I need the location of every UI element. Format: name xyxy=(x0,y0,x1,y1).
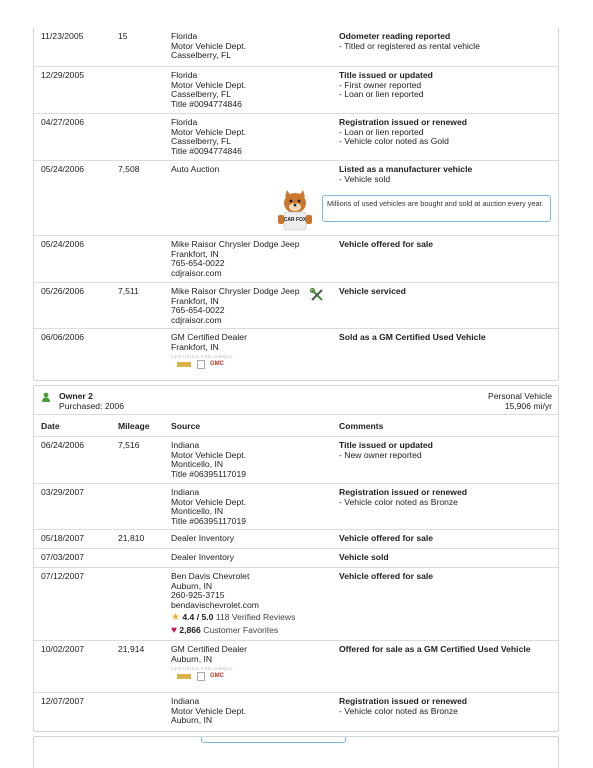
row-date: 05/24/2006 xyxy=(41,164,85,174)
row-comments xyxy=(339,240,557,250)
source-line: Auto Auction xyxy=(171,164,220,174)
service-tools-icon xyxy=(310,288,324,302)
comment-title: Vehicle sold xyxy=(339,552,389,562)
owner-header xyxy=(34,386,558,414)
comment-line: - Vehicle color noted as Bronze xyxy=(339,496,458,507)
source-line: Indiana xyxy=(171,440,200,450)
row-comments xyxy=(339,697,557,716)
source-line: Motor Vehicle Dept. xyxy=(171,705,246,716)
source-line: Casselberry, FL xyxy=(171,50,232,60)
comment-title: Offered for sale as a GM Certified Used Vehicle xyxy=(339,644,531,654)
buick-logo-icon xyxy=(197,360,205,369)
source-line: Florida xyxy=(171,117,198,127)
row-source xyxy=(171,441,321,479)
row-comments xyxy=(339,645,557,655)
source-line: Florida xyxy=(171,70,198,80)
gm-certified-logos xyxy=(171,354,241,372)
comment-line: - Vehicle sold xyxy=(339,173,391,184)
table-row xyxy=(34,66,558,113)
table-row xyxy=(34,529,558,548)
table-row xyxy=(34,436,558,483)
source-line: GM Certified Dealer xyxy=(171,644,247,654)
row-comments xyxy=(339,333,557,343)
dealer-favorites[interactable] xyxy=(171,626,321,636)
source-line: Dealer Inventory xyxy=(171,533,235,543)
table-row xyxy=(34,692,558,733)
row-mileage: 7,516 xyxy=(118,440,140,450)
comment-line: - Vehicle color noted as Gold xyxy=(339,136,449,146)
row-comments xyxy=(339,488,557,507)
row-comments xyxy=(339,71,557,100)
source-line: Indiana xyxy=(171,487,200,497)
comment-title: Title issued or updated xyxy=(339,440,433,450)
tooltip-edge xyxy=(201,737,346,743)
comment-title: Registration issued or renewed xyxy=(339,696,467,706)
row-comments xyxy=(339,118,557,147)
source-line: Frankfort, IN xyxy=(171,295,219,306)
row-date: 07/03/2007 xyxy=(41,552,85,562)
source-line: Mike Raisor Chrysler Dodge Jeep xyxy=(171,286,300,296)
row-source xyxy=(171,287,321,325)
row-source xyxy=(171,165,321,175)
person-icon xyxy=(41,392,51,402)
favorites-count: 2,866 xyxy=(179,624,201,635)
comment-title: Vehicle offered for sale xyxy=(339,533,434,543)
cpo-text: CERTIFIED PRE-OWNED xyxy=(171,354,234,359)
source-line: Motor Vehicle Dept. xyxy=(171,40,246,51)
chevrolet-logo-icon xyxy=(177,674,191,679)
row-source xyxy=(171,534,321,544)
source-line: Frankfort, IN xyxy=(171,341,219,352)
source-line: Dealer Inventory xyxy=(171,552,235,562)
row-source xyxy=(171,118,321,156)
comment-line: - Vehicle color noted as Bronze xyxy=(339,705,458,716)
row-comments xyxy=(339,553,557,563)
row-source xyxy=(171,697,321,726)
owner1-history-table xyxy=(33,28,559,381)
header-date: Date xyxy=(41,421,60,431)
owner-mileage-rate: 15,906 mi/yr xyxy=(504,401,552,411)
dealer-website-link[interactable]: bendavischevrolet.com xyxy=(171,599,259,610)
source-line: Motor Vehicle Dept. xyxy=(171,449,246,460)
row-date: 04/27/2006 xyxy=(41,117,85,127)
row-comments xyxy=(339,534,557,544)
comment-line: - Loan or lien reported xyxy=(339,89,424,99)
heart-icon: ♥ xyxy=(171,624,177,636)
source-line: Frankfort, IN xyxy=(171,248,219,259)
comment-title: Title issued or updated xyxy=(339,70,433,80)
owner-name: Owner 2 xyxy=(59,391,93,401)
table-row xyxy=(34,113,558,160)
table-row xyxy=(34,640,558,692)
row-source xyxy=(171,32,321,61)
row-source xyxy=(171,488,321,526)
row-source xyxy=(171,645,321,664)
row-date: 12/07/2007 xyxy=(41,696,85,706)
comment-line: - Loan or lien reported xyxy=(339,126,424,137)
row-date: 03/29/2007 xyxy=(41,487,85,497)
source-line: Title #0094774846 xyxy=(171,145,242,156)
source-line: Title #0094774846 xyxy=(171,98,242,109)
table-row xyxy=(34,28,558,66)
row-comments xyxy=(339,441,557,460)
source-line: Auburn, IN xyxy=(171,580,213,591)
header-mileage: Mileage xyxy=(118,421,150,431)
next-section xyxy=(33,736,559,768)
source-line: Ben Davis Chevrolet xyxy=(171,571,250,581)
source-line: Florida xyxy=(171,31,198,41)
table-row xyxy=(34,567,558,640)
source-line: Monticello, IN xyxy=(171,459,224,469)
comment-title: Vehicle serviced xyxy=(339,286,406,296)
row-date: 05/24/2006 xyxy=(41,239,85,249)
row-comments xyxy=(339,287,557,297)
table-row xyxy=(34,235,558,282)
favorites-label: Customer Favorites xyxy=(203,624,279,635)
star-icon: ★ xyxy=(171,612,180,623)
row-source xyxy=(171,240,321,278)
source-line: Auburn, IN xyxy=(171,653,213,664)
row-source xyxy=(171,333,321,352)
comment-title: Listed as a manufacturer vehicle xyxy=(339,164,473,174)
source-line: Monticello, IN xyxy=(171,506,224,516)
source-line: Mike Raisor Chrysler Dodge Jeep xyxy=(171,239,300,249)
owner-vehicle-type: Personal Vehicle xyxy=(487,391,552,401)
table-row xyxy=(34,548,558,567)
gmc-logo-text: GMC xyxy=(210,361,224,367)
review-count: 118 Verified Reviews xyxy=(215,612,296,622)
dealer-rating[interactable] xyxy=(171,613,321,623)
owner-purchased: Purchased: 2006 xyxy=(59,401,124,411)
table-row xyxy=(34,483,558,529)
row-date: 07/12/2007 xyxy=(41,571,85,581)
dealer-website-link[interactable]: cdjraisor.com xyxy=(171,314,222,325)
row-mileage: 21,914 xyxy=(118,644,145,654)
owner2-history-table xyxy=(33,385,559,732)
comment-title: Registration issued or renewed xyxy=(339,487,467,497)
comment-title: Sold as a GM Certified Used Vehicle xyxy=(339,332,486,342)
dealer-website-link[interactable]: cdjraisor.com xyxy=(171,267,222,278)
source-line: Motor Vehicle Dept. xyxy=(171,126,246,137)
row-mileage: 21,810 xyxy=(118,533,145,543)
row-date: 06/06/2006 xyxy=(41,332,85,342)
comment-title: Odometer reading reported xyxy=(339,31,451,41)
comment-title: Registration issued or renewed xyxy=(339,117,467,127)
comment-line: - New owner reported xyxy=(339,449,422,460)
source-line: Motor Vehicle Dept. xyxy=(171,496,246,507)
row-source xyxy=(171,553,321,563)
row-mileage: 15 xyxy=(118,31,128,41)
source-line: Auburn, IN xyxy=(171,715,213,725)
source-line: Indiana xyxy=(171,696,200,706)
carfox-mascot-icon xyxy=(272,189,318,233)
rating-value: 4.4 / 5.0 xyxy=(182,612,214,622)
header-comments: Comments xyxy=(339,421,384,431)
chevrolet-logo-icon xyxy=(177,362,191,367)
auction-tooltip: Millions of used vehicles are bought and sold at auction every year. xyxy=(322,195,551,222)
header-source: Source xyxy=(171,421,201,431)
source-line: GM Certified Dealer xyxy=(171,332,247,342)
row-source xyxy=(171,572,321,635)
source-line: Title #06395117019 xyxy=(171,468,247,479)
row-comments xyxy=(339,32,557,51)
source-line: 260-925-3715 xyxy=(171,590,225,600)
row-comments xyxy=(339,165,557,184)
gmc-logo-text: GMC xyxy=(210,673,224,679)
comment-line: - First owner reported xyxy=(339,79,422,90)
row-comments xyxy=(339,572,557,582)
row-source xyxy=(171,71,321,109)
table-row xyxy=(34,282,558,328)
comment-line: - Titled or registered as rental vehicle xyxy=(339,40,480,51)
source-line: Casselberry, FL xyxy=(171,136,232,146)
row-date: 05/18/2007 xyxy=(41,533,85,543)
source-line: Motor Vehicle Dept. xyxy=(171,79,246,90)
row-date: 05/26/2006 xyxy=(41,286,85,296)
buick-logo-icon xyxy=(197,672,205,681)
row-date: 06/24/2006 xyxy=(41,440,85,450)
comment-title: Vehicle offered for sale xyxy=(339,571,434,581)
row-mileage: 7,511 xyxy=(118,286,139,296)
table-row xyxy=(34,328,558,381)
table-row xyxy=(34,160,558,235)
source-line: Casselberry, FL xyxy=(171,89,232,99)
gm-certified-logos xyxy=(171,666,241,684)
table-header xyxy=(34,414,558,436)
row-date: 11/23/2005 xyxy=(41,31,84,41)
row-date: 10/02/2007 xyxy=(41,644,85,654)
source-line: 765-654-0022 xyxy=(171,258,225,268)
source-line: Title #06395117019 xyxy=(171,515,247,526)
carfox-badge-text: CAR FOX xyxy=(283,217,307,223)
row-mileage: 7,508 xyxy=(118,164,140,174)
cpo-text: CERTIFIED PRE-OWNED xyxy=(171,666,234,671)
source-line: 765-654-0022 xyxy=(171,305,225,315)
comment-title: Vehicle offered for sale xyxy=(339,239,434,249)
row-date: 12/29/2005 xyxy=(41,70,85,80)
